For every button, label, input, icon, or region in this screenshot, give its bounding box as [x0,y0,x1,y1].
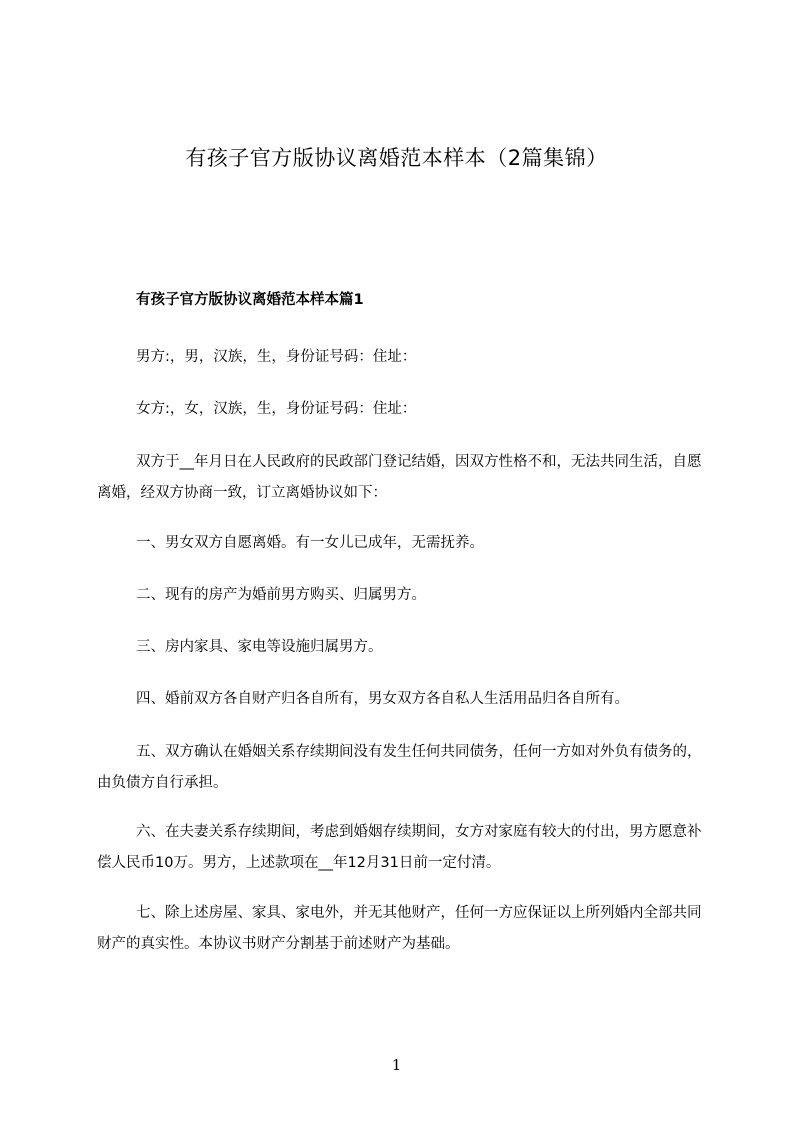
paragraph-clause-5: 五、双方确认在婚姻关系存续期间没有发生任何共同债务，任何一方如对外负有债务的，由负债方自行承担。 [97,744,702,791]
section-title: 有孩子官方版协议离婚范本样本篇1 [136,292,364,308]
paragraph-male-party: 男方:，男，汉族，生，身份证号码：住址： [136,349,417,365]
paragraph-clause-7: 七、除上述房屋、家具、家电外，并无其他财产，任何一方应保证以上所列婚内全部共同财产的真实性。本协议书财产分割基于前述财产为基础。 [97,905,702,952]
paragraph-clause-4: 四、婚前双方各自财产归各自所有，男女双方各自私人生活用品归各自所有。 [136,691,629,707]
paragraph-clause-2: 二、现有的房产为婚前男方购买、归属男方。 [136,587,426,603]
paragraph-clause-3: 三、房内家具、家电等设施归属男方。 [136,639,383,655]
page-number: 1 [391,1056,402,1074]
paragraph-clause-1: 一、男女双方自愿离婚。有一女儿已成年，无需抚养。 [136,535,484,551]
document-title: 有孩子官方版协议离婚范本样本（2篇集锦） [185,146,608,170]
paragraph-female-party: 女方:，女，汉族，生，身份证号码：住址： [136,401,417,417]
paragraph-marriage-statement: 双方于__年月日在人民政府的民政部门登记结婚，因双方性格不和，无法共同生活，自愿离婚，经双方协商一致，订立离婚协议如下： [97,454,702,501]
paragraph-clause-6: 六、在夫妻关系存续期间，考虑到婚姻存续期间，女方对家庭有较大的付出，男方愿意补偿人民币10万。男方，上述款项在__年12月31日前一定付清。 [97,824,702,871]
